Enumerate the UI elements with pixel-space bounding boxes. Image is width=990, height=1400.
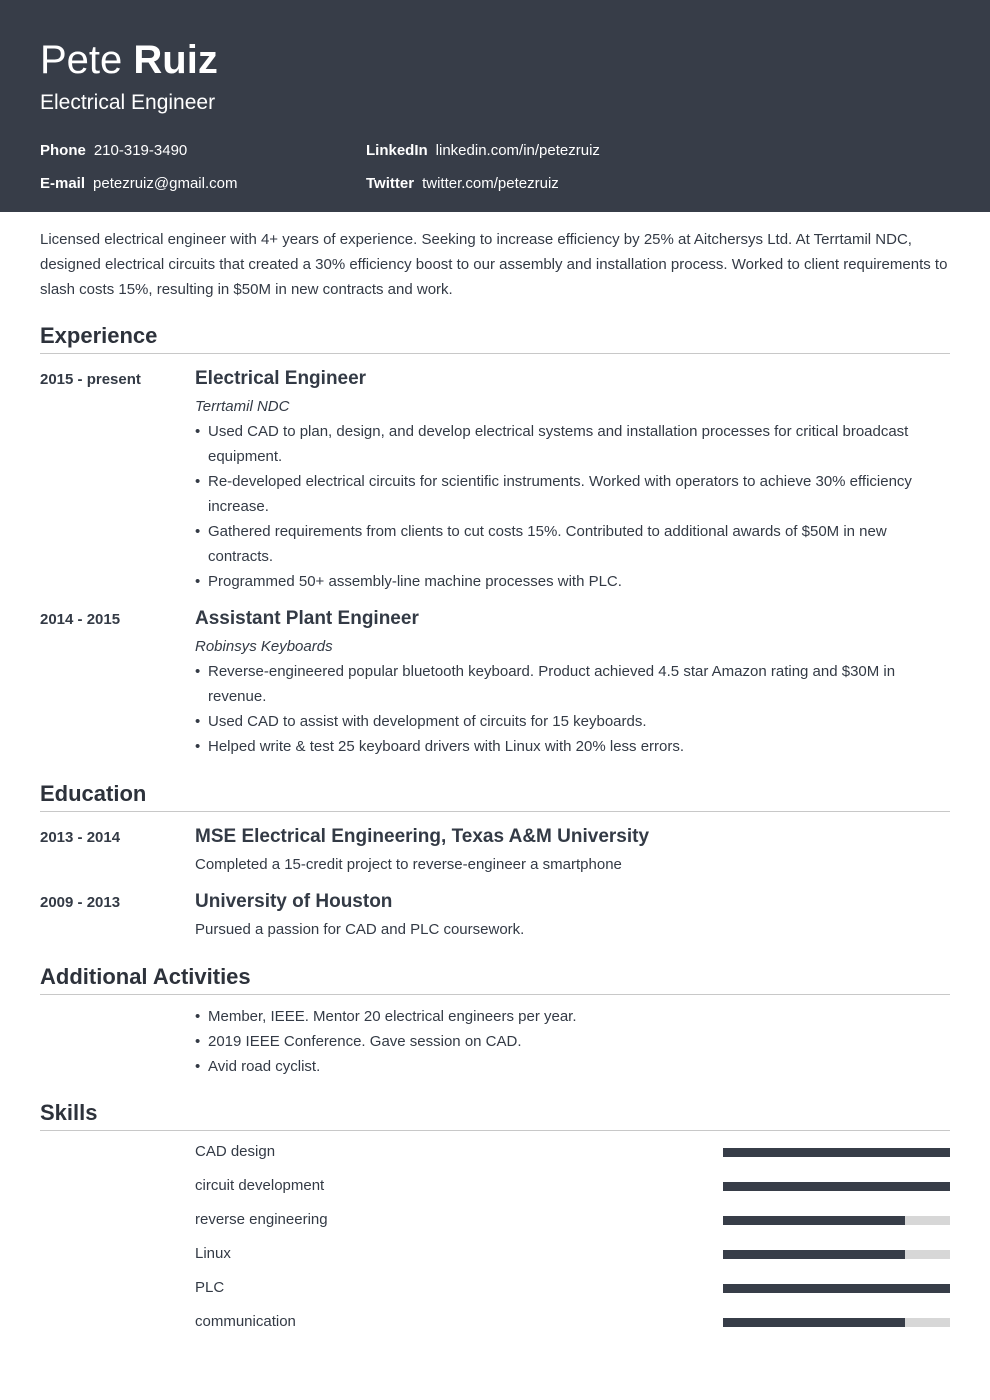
job-dates: 2015 - present xyxy=(40,371,141,388)
skill-row xyxy=(195,1141,950,1175)
job-bullets xyxy=(195,419,950,594)
skill-level-bar xyxy=(723,1182,950,1191)
skill-level-fill xyxy=(723,1182,950,1191)
skill-level-fill xyxy=(723,1148,950,1157)
job-bullet: • Re-developed electrical circuits for scientific instruments. Worked with operators to achieve 30% efficiency increase. xyxy=(195,469,950,519)
summary-text: Licensed electrical engineer with 4+ years of experience. Seeking to increase efficiency by 25% at Aitchersys Ltd. At Terrtamil NDC, designed electrical circuits that created a 30% efficiency boost to our assembly and installation process. Worked to client requirements to slash costs 15%, resulting in $50M in new contracts and work. xyxy=(40,231,948,298)
skill-level-fill xyxy=(723,1318,905,1327)
skill-row xyxy=(195,1311,950,1345)
skill-row xyxy=(195,1243,950,1277)
skills-section xyxy=(40,1098,950,1330)
skill-name: CAD design xyxy=(195,1143,276,1160)
job-bullet: • Gathered requirements from clients to cut costs 15%. Contributed to additional awards of $50M in new contracts. xyxy=(195,519,950,569)
skill-name: circuit development xyxy=(195,1177,325,1194)
job-bullet: • Programmed 50+ assembly-line machine processes with PLC. xyxy=(195,569,950,594)
skill-name: reverse engineering xyxy=(195,1211,328,1228)
linkedin-label: LinkedIn xyxy=(366,142,428,159)
skill-row xyxy=(195,1277,950,1311)
skill-name: Linux xyxy=(195,1245,231,1262)
education-dates: 2013 - 2014 xyxy=(40,829,121,846)
candidate-title: Electrical Engineer xyxy=(40,91,216,114)
skill-row xyxy=(195,1209,950,1243)
job-role: Assistant Plant Engineer xyxy=(195,608,419,629)
education-dates: 2009 - 2013 xyxy=(40,894,121,911)
first-name: Pete xyxy=(40,38,123,82)
activities-heading: Additional Activities xyxy=(40,962,950,995)
twitter-label: Twitter xyxy=(366,175,415,192)
skill-level-fill xyxy=(723,1250,905,1259)
skill-row xyxy=(195,1175,950,1209)
skill-level-bar xyxy=(723,1284,950,1293)
skill-level-bar xyxy=(723,1250,950,1259)
last-name: Ruiz xyxy=(133,38,218,82)
skill-level-bar xyxy=(723,1148,950,1157)
job-bullet: • Used CAD to assist with development of circuits for 15 keyboards. xyxy=(195,709,950,734)
activity-item: • Avid road cyclist. xyxy=(195,1054,950,1079)
job-company: Terrtamil NDC xyxy=(195,398,290,415)
job-company: Robinsys Keyboards xyxy=(195,638,333,655)
job-dates: 2014 - 2015 xyxy=(40,611,121,628)
job-role: Electrical Engineer xyxy=(195,368,367,389)
education-description: Pursued a passion for CAD and PLC coursework. xyxy=(195,921,525,938)
linkedin-link[interactable]: linkedin.com/in/petezruiz xyxy=(435,142,600,159)
activities-list xyxy=(195,1004,950,1079)
job-bullet: • Reverse-engineered popular bluetooth keyboard. Product achieved 4.5 star Amazon rating and $30M in revenue. xyxy=(195,659,950,709)
skill-level-bar xyxy=(723,1216,950,1225)
experience-heading: Experience xyxy=(40,321,950,354)
skills-heading: Skills xyxy=(40,1098,950,1131)
email-link[interactable]: petezruiz@gmail.com xyxy=(93,175,238,192)
phone-value[interactable]: 210-319-3490 xyxy=(93,142,188,159)
skill-name: communication xyxy=(195,1313,296,1330)
skill-level-fill xyxy=(723,1284,950,1293)
skill-level-bar xyxy=(723,1318,950,1327)
job-bullet: • Used CAD to plan, design, and develop electrical systems and installation processes for critical broadcast equipment. xyxy=(195,419,950,469)
activity-item: • Member, IEEE. Mentor 20 electrical engineers per year. xyxy=(195,1004,950,1029)
email-label: E-mail xyxy=(40,175,86,192)
activity-item: • 2019 IEEE Conference. Gave session on CAD. xyxy=(195,1029,950,1054)
education-heading: Education xyxy=(40,779,950,812)
job-bullet: • Helped write & test 25 keyboard drivers with Linux with 20% less errors. xyxy=(195,734,950,759)
skill-name: PLC xyxy=(195,1279,225,1296)
phone-label: Phone xyxy=(40,142,86,159)
education-section xyxy=(40,779,950,938)
job-bullets xyxy=(195,659,950,759)
activities-section xyxy=(40,962,950,1075)
education-degree: University of Houston xyxy=(195,891,393,912)
twitter-link[interactable]: twitter.com/petezruiz xyxy=(422,175,559,192)
skill-level-fill xyxy=(723,1216,905,1225)
education-degree: MSE Electrical Engineering, Texas A&M University xyxy=(195,826,650,847)
experience-section xyxy=(40,321,950,755)
education-description: Completed a 15-credit project to reverse-engineer a smartphone xyxy=(195,856,622,873)
